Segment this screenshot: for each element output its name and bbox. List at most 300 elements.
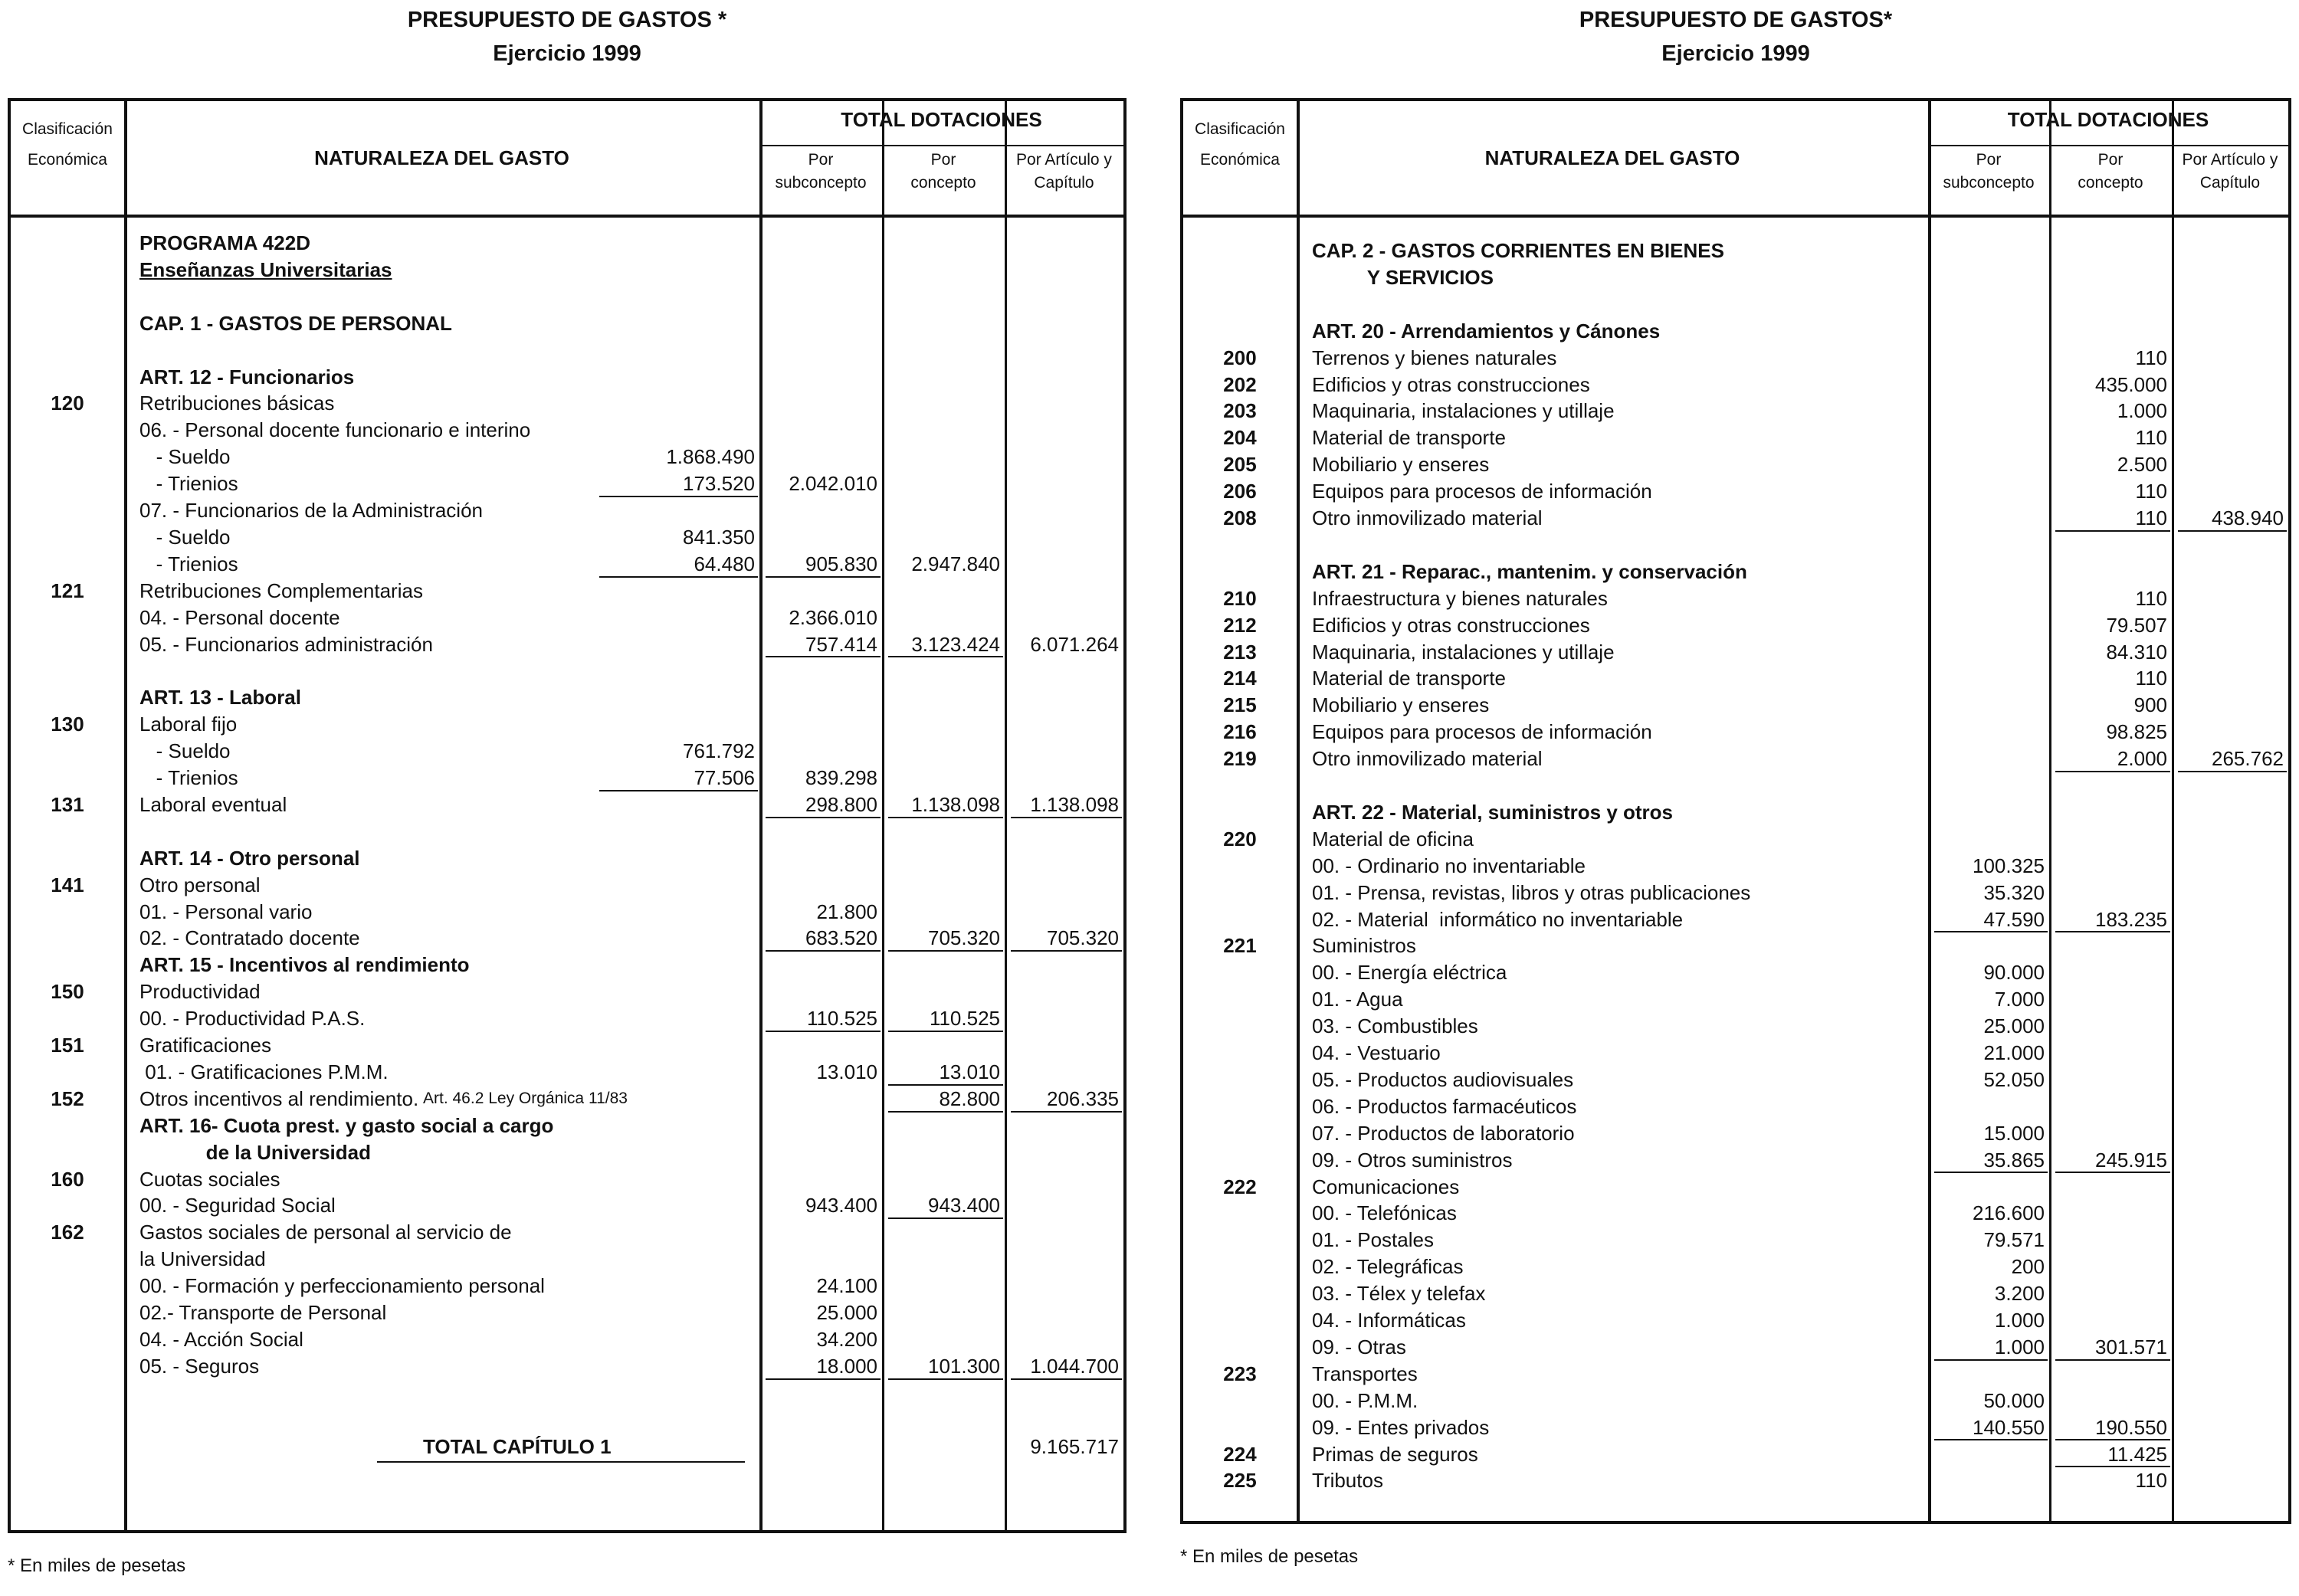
table-row: [1183, 532, 2288, 559]
table-row: [1183, 1441, 2288, 1468]
concept-description: Maquinaria, instalaciones y utillaje: [1312, 399, 1615, 423]
subconcepto-value: 683.520: [805, 926, 877, 950]
capitulo-value: 265.762: [2212, 747, 2284, 771]
classification-code: 215: [1223, 693, 1257, 717]
table-row: [11, 684, 1123, 711]
subconcepto-value: 34.200: [816, 1327, 877, 1351]
table-row: [1183, 585, 2288, 612]
concept-description: 07. - Productos de laboratorio: [1312, 1121, 1575, 1145]
subconcepto-value: 200: [2011, 1255, 2045, 1279]
table-row: [1183, 1280, 2288, 1307]
concept-description: - Sueldo: [139, 525, 231, 549]
table-row: [1183, 880, 2288, 906]
table-row: [11, 952, 1123, 978]
page-subtitle: Ejercicio 1999: [493, 41, 641, 66]
amount-value: 841.350: [683, 525, 755, 549]
concept-description: 00. - Telefónicas: [1312, 1201, 1457, 1225]
concept-description: Equipos para procesos de información: [1312, 480, 1652, 503]
col-capitulo-1: Por Artículo y: [1016, 151, 1112, 169]
col-concepto-2: concepto: [910, 174, 976, 192]
col-concepto-2: concepto: [2078, 174, 2143, 192]
table-row: [11, 1273, 1123, 1299]
concept-description: 01. - Prensa, revistas, libros y otras publicaciones: [1312, 880, 1751, 904]
subconcepto-value: 50.000: [1983, 1388, 2045, 1412]
table-row: [1183, 799, 2288, 826]
concepto-value: 705.320: [928, 926, 1000, 950]
capitulo-value: 206.335: [1047, 1086, 1119, 1110]
subconcepto-value: 757.414: [805, 632, 877, 656]
table-row: [11, 444, 1123, 470]
concept-description: Material de transporte: [1312, 426, 1506, 450]
table-row: [1183, 1307, 2288, 1334]
concept-description: - Trienios: [139, 552, 238, 575]
table-row: [1183, 451, 2288, 478]
concepto-value: 82.800: [939, 1086, 1000, 1110]
classification-code: 214: [1223, 667, 1257, 690]
concepto-value: 900: [2133, 693, 2167, 717]
concept-description: ART. 16- Cuota prest. y gasto social a cargo: [139, 1113, 554, 1137]
col-concepto-1: Por: [930, 151, 956, 169]
concept-description: Laboral eventual: [139, 792, 287, 816]
right-page: [1180, 0, 2291, 1596]
subconcepto-value: 21.800: [816, 900, 877, 923]
classification-code: 208: [1223, 506, 1257, 529]
classification-code: 150: [51, 980, 84, 1004]
concept-description: 05. - Seguros: [139, 1354, 260, 1378]
clasificacion-header-1: Clasificación: [22, 120, 113, 138]
table-row: [11, 925, 1123, 952]
table-row: [1183, 959, 2288, 986]
subconcepto-value: 1.000: [1994, 1335, 2045, 1358]
subconcepto-value: 79.571: [1983, 1228, 2045, 1252]
amount-value: 761.792: [683, 739, 755, 763]
table-row: [11, 230, 1123, 257]
table-row: [11, 1380, 1123, 1407]
classification-code: 120: [51, 392, 84, 415]
table-row: [11, 364, 1123, 391]
subconcepto-value: 25.000: [816, 1301, 877, 1324]
concept-description: 04. - Personal docente: [139, 605, 340, 629]
total-dotaciones-header: TOTAL DOTACIONES: [841, 108, 1042, 131]
header-bottom-line: [1183, 215, 2288, 218]
classification-code: 162: [51, 1221, 84, 1244]
classification-code: 205: [1223, 453, 1257, 477]
table-row: [11, 337, 1123, 364]
page-title: PRESUPUESTO DE GASTOS*: [1579, 8, 1893, 32]
concept-description: ART. 22 - Material, suministros y otros: [1312, 800, 1674, 824]
concept-description: 02.- Transporte de Personal: [139, 1301, 387, 1324]
table-row: [1183, 853, 2288, 880]
concept-description: Otros incentivos al rendimiento.: [139, 1086, 419, 1110]
table-row: [11, 1407, 1123, 1434]
subconcepto-value: 943.400: [805, 1194, 877, 1217]
concept-description: - Trienios: [139, 472, 238, 496]
concepto-value: 301.571: [2095, 1335, 2167, 1358]
concept-description: Primas de seguros: [1312, 1442, 1478, 1466]
footnote: * En miles de pesetas: [8, 1555, 186, 1576]
concept-description: Mobiliario y enseres: [1312, 693, 1490, 717]
classification-code: 223: [1223, 1362, 1257, 1385]
table-row: [11, 310, 1123, 337]
concept-description: Comunicaciones: [1312, 1175, 1460, 1198]
classification-code: 130: [51, 713, 84, 736]
concept-description: Mobiliario y enseres: [1312, 453, 1490, 477]
subconcepto-value: 35.865: [1983, 1148, 2045, 1172]
subconcepto-value: 18.000: [816, 1354, 877, 1378]
page-subtitle: Ejercicio 1999: [1661, 41, 1810, 66]
concept-description: 07. - Funcionarios de la Administración: [139, 499, 484, 522]
table-row: [11, 1086, 1123, 1113]
concept-description: Otro inmovilizado material: [1312, 747, 1543, 771]
col-concepto-1: Por: [2097, 151, 2124, 169]
col-subconcepto-1: Por: [1976, 151, 2002, 169]
concept-description: Terrenos y bienes naturales: [1312, 346, 1557, 369]
concept-description: 00. - Productividad P.A.S.: [139, 1007, 366, 1031]
classification-code: 224: [1223, 1442, 1257, 1466]
classification-code: 141: [51, 873, 84, 896]
table-row: [1183, 345, 2288, 372]
concepto-value: 943.400: [928, 1194, 1000, 1217]
table-row: [11, 657, 1123, 684]
concepto-value: 11.425: [2107, 1442, 2167, 1466]
classification-code: 200: [1223, 346, 1257, 369]
table-row: [11, 1032, 1123, 1059]
table-row: [1183, 665, 2288, 692]
subconcepto-value: 24.100: [816, 1274, 877, 1298]
concepto-value: 110.525: [929, 1007, 1000, 1031]
subconcepto-value: 47.590: [1983, 907, 2045, 931]
concept-description: 00. - Seguridad Social: [139, 1194, 336, 1217]
table-row: [11, 283, 1123, 310]
concept-description: 06. - Personal docente funcionario e interino: [139, 418, 531, 442]
concept-description: Laboral fijo: [139, 713, 238, 736]
concepto-value: 84.310: [2106, 640, 2167, 664]
clasificacion-header-2: Económica: [28, 151, 107, 169]
concept-description: Material de transporte: [1312, 667, 1506, 690]
capitulo-value: 6.071.264: [1030, 632, 1119, 656]
table-row: [1183, 1388, 2288, 1414]
table-row: [1183, 372, 2288, 398]
classification-code: 204: [1223, 426, 1257, 450]
subconcepto-value: 15.000: [1983, 1121, 2045, 1145]
table-row: [11, 1113, 1123, 1139]
concepto-value: 3.123.424: [911, 632, 1000, 656]
concept-description: Gratificaciones: [139, 1034, 271, 1057]
table-row: [11, 818, 1123, 845]
subconcepto-value: 216.600: [1973, 1201, 2045, 1225]
header-bottom-line: [11, 215, 1123, 218]
table-row: [11, 390, 1123, 417]
classification-code: 213: [1223, 640, 1257, 664]
subconcepto-value: 21.000: [1983, 1041, 2045, 1064]
col-capitulo-1: Por Artículo y: [2182, 151, 2278, 169]
table-row: [1183, 1467, 2288, 1494]
table-row: [11, 1434, 1123, 1460]
concept-description: ART. 14 - Otro personal: [139, 846, 360, 870]
concept-description: Retribuciones básicas: [139, 392, 335, 415]
table-row: [11, 1005, 1123, 1032]
table-row: [1183, 826, 2288, 853]
table-row: [11, 791, 1123, 818]
table-row: [11, 711, 1123, 738]
page-title: PRESUPUESTO DE GASTOS *: [407, 8, 727, 32]
table-row: [11, 1299, 1123, 1326]
concept-description: 06. - Productos farmacéuticos: [1312, 1094, 1577, 1118]
concept-description: Infraestructura y bienes naturales: [1312, 586, 1608, 610]
table-row: [11, 845, 1123, 872]
subconcepto-value: 2.042.010: [789, 472, 877, 496]
table-row: [11, 1219, 1123, 1246]
left-page: [8, 0, 1127, 1596]
concept-description: 04. - Acción Social: [139, 1327, 303, 1351]
concept-description: Transportes: [1312, 1362, 1418, 1385]
table-row: [11, 524, 1123, 551]
concept-description: Suministros: [1312, 934, 1416, 958]
table-row: [1183, 1067, 2288, 1093]
subconcepto-value: 2.366.010: [789, 605, 877, 629]
table-row: [1183, 719, 2288, 746]
table-row: [11, 605, 1123, 631]
classification-code: 151: [51, 1034, 84, 1057]
col-subconcepto-2: subconcepto: [1943, 174, 2035, 192]
concept-description: 09. - Otras: [1312, 1335, 1406, 1358]
concept-description: 03. - Télex y telefax: [1312, 1282, 1486, 1306]
naturaleza-header: NATURALEZA DEL GASTO: [314, 146, 569, 169]
concepto-value: 110: [2135, 426, 2167, 450]
subconcepto-value: 35.320: [1983, 880, 2045, 904]
concept-description: ART. 12 - Funcionarios: [139, 365, 355, 388]
capitulo-value: 1.044.700: [1030, 1354, 1119, 1378]
concept-description: 02. - Contratado docente: [139, 926, 360, 950]
table-row: [1183, 398, 2288, 424]
concepto-value: 110: [2135, 667, 2167, 690]
concept-description: 00. - P.M.M.: [1312, 1388, 1418, 1412]
table-row: [11, 1353, 1123, 1380]
table-row: [1183, 906, 2288, 933]
table-row: [11, 899, 1123, 926]
concept-description: CAP. 2 - GASTOS CORRIENTES EN BIENES: [1312, 239, 1724, 262]
table-row: [1183, 1200, 2288, 1227]
table-row: [11, 872, 1123, 899]
concept-description: Edificios y otras construcciones: [1312, 372, 1590, 396]
table-row: [1183, 1120, 2288, 1147]
concept-description: 01. - Postales: [1312, 1228, 1434, 1252]
subconcepto-value: 839.298: [805, 766, 877, 789]
total-underline: [377, 1461, 745, 1463]
concept-description: la Universidad: [139, 1247, 266, 1271]
amount-value: 77.506: [694, 766, 755, 789]
total-dotaciones-line: [759, 145, 1123, 146]
concept-description: Material de oficina: [1312, 827, 1474, 850]
classification-code: 219: [1223, 747, 1257, 771]
capitulo-value: 1.138.098: [1030, 792, 1119, 816]
subconcepto-value: 905.830: [805, 552, 877, 575]
table-row: [1183, 1361, 2288, 1388]
concept-description: ART. 20 - Arrendamientos y Cánones: [1312, 319, 1661, 342]
subconcepto-value: 100.325: [1973, 854, 2045, 877]
classification-code: 222: [1223, 1175, 1257, 1198]
subconcepto-value: 25.000: [1983, 1014, 2045, 1038]
concept-description: 01. - Personal vario: [139, 900, 313, 923]
subconcepto-value: 90.000: [1983, 961, 2045, 985]
classification-code: 221: [1223, 934, 1257, 958]
concept-description: Maquinaria, instalaciones y utillaje: [1312, 640, 1615, 664]
amount-value: 173.520: [683, 472, 755, 496]
table-row: [1183, 505, 2288, 532]
concept-description: 00. - Energía eléctrica: [1312, 961, 1507, 985]
concept-legal-reference: Art. 46.2 Ley Orgánica 11/83: [423, 1089, 628, 1107]
col-capitulo-2: Capítulo: [2199, 174, 2261, 192]
table-row: [11, 551, 1123, 578]
table-row: [1183, 1040, 2288, 1067]
table-row: [1183, 746, 2288, 772]
subconcepto-value: 52.050: [1983, 1067, 2045, 1091]
amount-value: 64.480: [694, 552, 755, 575]
table-row: [1183, 478, 2288, 505]
concept-description: PROGRAMA 422D: [139, 231, 310, 254]
table-row: [1183, 639, 2288, 666]
concept-description: 00. - Ordinario no inventariable: [1312, 854, 1586, 877]
col-subconcepto-1: Por: [808, 151, 834, 169]
concept-description: Otro personal: [139, 873, 261, 896]
concepto-value: 110: [2135, 586, 2167, 610]
classification-code: 121: [51, 578, 84, 602]
table-row: [1183, 291, 2288, 318]
concept-description: CAP. 1 - GASTOS DE PERSONAL: [139, 311, 452, 335]
subconcepto-value: 1.000: [1994, 1309, 2045, 1332]
naturaleza-header: NATURALEZA DEL GASTO: [1484, 146, 1740, 169]
capitulo-value: 438.940: [2212, 506, 2284, 529]
concept-description: 09. - Otros suministros: [1312, 1148, 1513, 1172]
col-capitulo-2: Capítulo: [1034, 174, 1094, 192]
concepto-value: 190.550: [2095, 1415, 2167, 1439]
table-row: [11, 1139, 1123, 1166]
concepto-value: 110: [2135, 1469, 2167, 1493]
classification-code: 206: [1223, 480, 1257, 503]
concepto-value: 2.500: [2117, 453, 2167, 477]
concepto-value: 110: [2135, 346, 2167, 369]
col-subconcepto-2: subconcepto: [775, 174, 867, 192]
concept-description: Productividad: [139, 980, 261, 1004]
classification-code: 203: [1223, 399, 1257, 423]
table-row: [1183, 238, 2288, 264]
concept-description: Tributos: [1312, 1469, 1383, 1493]
table-row: [11, 578, 1123, 605]
concept-description: 01. - Gratificaciones P.M.M.: [139, 1060, 389, 1083]
classification-code: 212: [1223, 613, 1257, 637]
subconcepto-value: 110.525: [806, 1007, 877, 1031]
concepto-value: 110: [2135, 480, 2167, 503]
concept-description: Edificios y otras construcciones: [1312, 613, 1590, 637]
concept-description: Enseñanzas Universitarias: [139, 257, 392, 281]
concept-description: Y SERVICIOS: [1312, 265, 1494, 289]
total-dotaciones-header: TOTAL DOTACIONES: [2007, 108, 2209, 131]
subconcepto-value: 7.000: [1994, 988, 2045, 1011]
concept-description: 05. - Funcionarios administración: [139, 632, 433, 656]
concept-description: Equipos para procesos de información: [1312, 720, 1652, 744]
table-row: [11, 631, 1123, 658]
concepto-value: 2.947.840: [911, 552, 1000, 575]
concepto-value: 79.507: [2106, 613, 2167, 637]
clasificacion-header-2: Económica: [1200, 151, 1280, 169]
table-row: [1183, 424, 2288, 451]
table-row: [11, 1326, 1123, 1353]
table-row: [1183, 318, 2288, 345]
concept-description: Gastos sociales de personal al servicio de: [139, 1221, 512, 1244]
subconcepto-value: 13.010: [816, 1060, 877, 1083]
concepto-value: 1.000: [2117, 399, 2167, 423]
table-row: [11, 1192, 1123, 1219]
classification-code: 131: [51, 792, 84, 816]
concept-description: ART. 13 - Laboral: [139, 686, 301, 710]
concept-description: 00. - Formación y perfeccionamiento personal: [139, 1274, 545, 1298]
table-row: [1183, 1174, 2288, 1201]
concepto-value: 13.010: [939, 1060, 1000, 1083]
classification-code: 160: [51, 1167, 84, 1191]
table-row: [1183, 1093, 2288, 1120]
table-row: [1183, 1147, 2288, 1174]
subconcepto-value: 3.200: [1994, 1282, 2045, 1306]
table-row: [11, 470, 1123, 497]
concept-description: - Trienios: [139, 766, 238, 789]
concept-description: 02. - Material informático no inventariable: [1312, 907, 1684, 931]
classification-code: 225: [1223, 1469, 1257, 1493]
concepto-value: 2.000: [2117, 747, 2167, 771]
concept-description: 03. - Combustibles: [1312, 1014, 1478, 1038]
table-row: [1183, 1013, 2288, 1040]
concept-description: Otro inmovilizado material: [1312, 506, 1543, 529]
concept-description: - Sueldo: [139, 739, 231, 763]
clasificacion-header-1: Clasificación: [1195, 120, 1285, 138]
table-row: [11, 417, 1123, 444]
table-row: [11, 497, 1123, 524]
concepto-value: 1.138.098: [911, 792, 1000, 816]
capitulo-value: 705.320: [1047, 926, 1119, 950]
table-row: [1183, 986, 2288, 1013]
table-row: [11, 978, 1123, 1005]
capitulo-value: 9.165.717: [1030, 1434, 1119, 1458]
concept-description: Cuotas sociales: [139, 1167, 280, 1191]
concept-description: 04. - Vestuario: [1312, 1041, 1441, 1064]
table-row: [1183, 932, 2288, 959]
classification-code: 216: [1223, 720, 1257, 744]
classification-code: 210: [1223, 586, 1257, 610]
table-row: [1183, 612, 2288, 639]
concept-description: de la Universidad: [139, 1140, 371, 1164]
table-row: [1183, 1227, 2288, 1254]
concept-description: 02. - Telegráficas: [1312, 1255, 1464, 1279]
concept-description: 05. - Productos audiovisuales: [1312, 1067, 1574, 1091]
table-row: [1183, 559, 2288, 585]
classification-code: 220: [1223, 827, 1257, 850]
classification-code: 152: [51, 1086, 84, 1110]
concept-description: 09. - Entes privados: [1312, 1415, 1490, 1439]
table-row: [1183, 692, 2288, 719]
concept-description: ART. 21 - Reparac., mantenim. y conservación: [1312, 559, 1747, 583]
table-row: [11, 1059, 1123, 1086]
table-row: [1183, 772, 2288, 799]
concepto-value: 98.825: [2106, 720, 2167, 744]
table-row: [1183, 1414, 2288, 1441]
concepto-value: 101.300: [928, 1354, 1000, 1378]
concepto-value: 245.915: [2095, 1148, 2167, 1172]
total-chapter-label: TOTAL CAPÍTULO 1: [423, 1434, 612, 1458]
concept-description: - Sueldo: [139, 445, 231, 469]
footnote: * En miles de pesetas: [1180, 1546, 1359, 1567]
subconcepto-value: 140.550: [1973, 1415, 2045, 1439]
budget-table-frame: [8, 98, 1127, 1533]
concepto-value: 435.000: [2095, 372, 2167, 396]
